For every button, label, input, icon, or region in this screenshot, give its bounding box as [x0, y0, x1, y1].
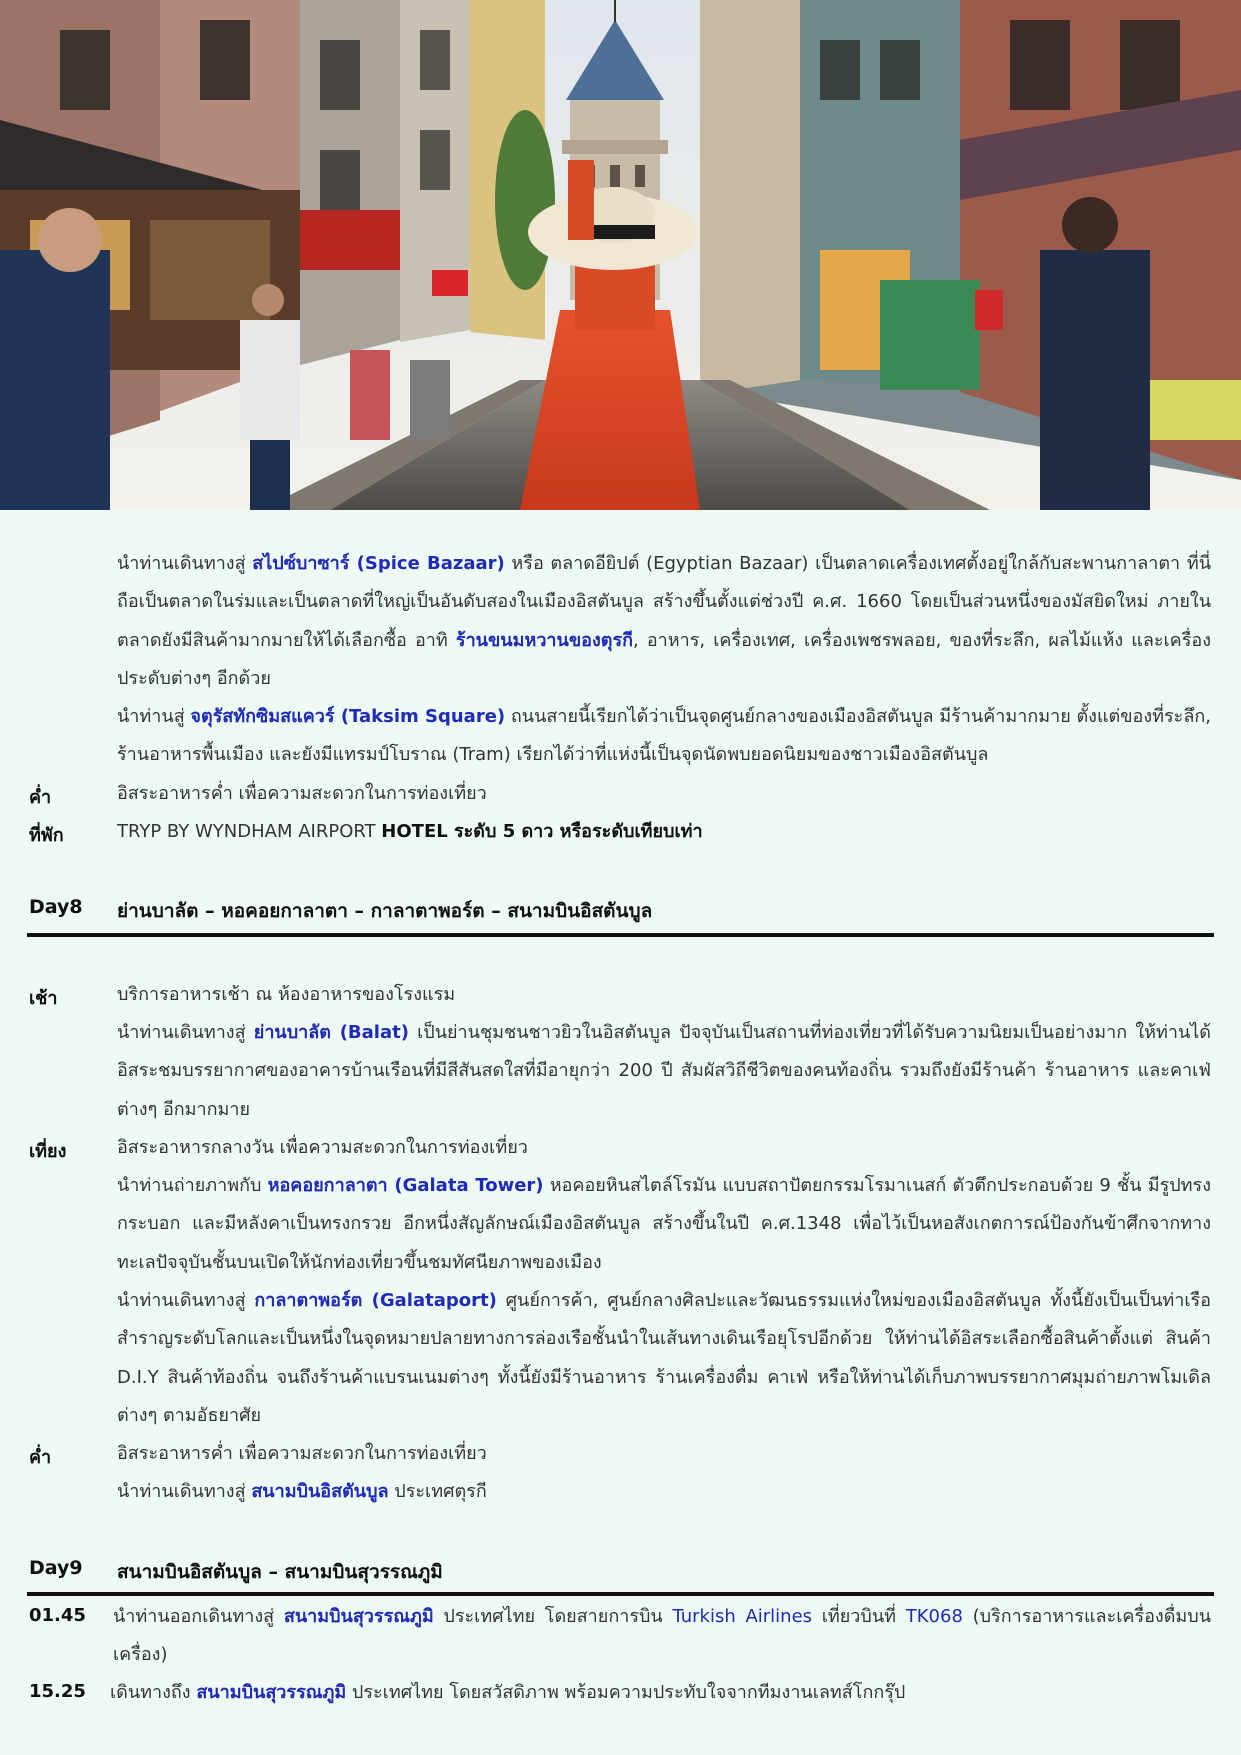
text-run: นำท่านเดินทางสู่: [117, 1022, 254, 1043]
street-photo-icon: [0, 0, 1241, 510]
text-run: นำท่านเดินทางสู่: [117, 1290, 255, 1311]
taksim-paragraph: [117, 698, 1211, 775]
istanbul-airport-name: สนามบินอิสตันบูล: [251, 1481, 389, 1502]
hotel-label: ที่พัก: [29, 825, 64, 846]
day8-title: ย่านบาลัต – หอคอยกาลาตา – กาลาตาพอร์ต – สนามบินอิสตันบูล: [117, 900, 653, 922]
dinner-label: ค่ำ: [29, 787, 52, 808]
day8-label: Day8: [29, 896, 83, 918]
flight-number: TK068: [905, 1606, 963, 1627]
dinner-text: อิสระอาหารค่ำ เพื่อความสะดวกในการท่องเที่ยว: [117, 1443, 487, 1464]
text-run: ประเทศตุรกี: [388, 1481, 487, 1502]
arrival-text: [110, 1674, 1211, 1712]
galata-tower-paragraph: [117, 1167, 1211, 1282]
breakfast-label: เช้า: [29, 988, 58, 1009]
day9-title: สนามบินอิสตันบูล – สนามบินสุวรรณภูมิ: [117, 1561, 443, 1583]
galata-tower-name: หอคอยกาลาตา (Galata Tower): [267, 1175, 544, 1196]
airport-transfer-text: [117, 1473, 1211, 1511]
text-run: ประเทศไทย โดยสวัสดิภาพ พร้อมความประทับใจจากทีมงานเลทส์โกกรุ๊ป: [346, 1682, 906, 1703]
dinner-text: อิสระอาหารค่ำ เพื่อความสะดวกในการท่องเที่ยว: [117, 783, 487, 804]
text-run: เป็นย่านชุมชนชาวยิวในอิสตันบูล ปัจจุบันเป็นสถานที่ท่องเที่ยวที่ได้รับความนิยมเป็นอย่างมาก ให้ท่านได้อิสระชมบรรยากาศของอาคารบ้านเรือนที่มีสีสันสดใสที่มีอายุกว่า 200 ปี สัมผัสวิถีชีวิตของคนท้องถิ่น รวมถึงยังมีร้านค้า ร้านอาหาร และคาเฟ่ต่างๆ อีกมากมาย: [117, 1022, 1211, 1120]
text-run: นำท่านถ่ายภาพกับ: [117, 1175, 268, 1196]
text-run: ศูนย์การค้า, ศูนย์กลางศิลปะและวัฒนธรรมแห่งใหม่ของเมืองอิสตันบูล ทั้งนี้ยังเป็นเป็นท่าเรือสำราญระดับโลกและเป็นหนึ่งในจุดหมายปลายทางการล่องเรือชั้นนำในเส้นทางเดินเรือยุโรปอีกด้วย ให้ท่านได้อิสระเลือกซื้อสินค้าตั้งแต่ สินค้า D.I.Y สินค้าท้องถิ่น จนถึงร้านค้าแบรนเนมต่างๆ ทั้งนี้ยังมีร้านอาหาร ร้านเครื่องดื่ม คาเฟ่ หรือให้ท่านได้เก็บภาพบรรยากาศมุมถ่ายภาพโมเดิลต่างๆ ตามอัธยาศัย: [117, 1290, 1211, 1426]
airline-name: Turkish Airlines: [672, 1606, 813, 1627]
galata-street-photo: [0, 0, 1241, 510]
day8-divider: [27, 933, 1214, 937]
breakfast-text: บริการอาหารเช้า ณ ห้องอาหารของโรงแรม: [117, 984, 456, 1005]
suvarnabhumi-airport-name: สนามบินสุวรรณภูมิ: [196, 1682, 347, 1703]
text-run: หรือ ตลาดอียิปต์ (Egyptian Bazaar) เป็นตลาดเครื่องเทศตั้งอยู่ใกล้กับสะพานกาลาตา ที่นี่ถือเป็นตลาดในร่มและเป็นตลาดที่ใหญ่เป็นอันดับสองในเมืองอิสตันบูล สร้างขึ้นตั้งแต่ช่วงปี ค.ศ. 1660 โดยเป็นส่วนหนึ่งของมัสยิดใหม่ ภายในตลาดยังมีสินค้ามากมายให้ได้เลือกซื้อ อาทิ: [117, 553, 1211, 651]
spice-bazaar-paragraph: [117, 545, 1211, 698]
turkish-sweets-shop: ร้านขนมหวานของตุรกี: [455, 629, 634, 651]
text-run: , อาหาร, เครื่องเทศ, เครื่องเพชรพลอย, ของที่ระลึก, ผลไม้แห้ง และเครื่องประดับต่างๆ อีกด้วย: [117, 629, 1211, 689]
text-run: นำท่านออกเดินทางสู่: [113, 1606, 284, 1627]
text-run: นำท่านเดินทางสู่: [117, 1481, 252, 1502]
text-run: เที่ยวบินที่: [812, 1606, 906, 1627]
day9-label: Day9: [29, 1557, 83, 1579]
departure-time: 01.45: [29, 1605, 86, 1626]
text-run: นำท่านเดินทางสู่: [117, 553, 253, 574]
lunch-text: อิสระอาหารกลางวัน เพื่อความสะดวกในการท่องเที่ยว: [117, 1137, 528, 1158]
galataport-paragraph: [117, 1282, 1211, 1435]
balat-name: ย่านบาลัต (Balat): [253, 1022, 409, 1043]
text-run: ประเทศไทย โดยสายการบิน: [433, 1606, 673, 1627]
lunch-label: เที่ยง: [29, 1141, 67, 1162]
text-run: นำท่านสู่: [117, 706, 191, 727]
galataport-name: กาลาตาพอร์ต (Galataport): [254, 1290, 497, 1311]
hotel-text: [117, 813, 1211, 851]
dinner-label: ค่ำ: [29, 1447, 52, 1468]
spice-bazaar-name: สไปซ์บาซาร์ (Spice Bazaar): [252, 553, 505, 574]
suvarnabhumi-airport-name: สนามบินสุวรรณภูมิ: [283, 1606, 434, 1627]
hotel-name: TRYP BY WYNDHAM AIRPORT: [117, 821, 382, 842]
text-run: ถนนสายนี้เรียกได้ว่าเป็นจุดศูนย์กลางของเมืองอิสตันบูล มีร้านค้ามากมาย ตั้งแต่ของที่ระลึก, ร้านอาหารพื้นเมือง และยังมีแทรมป์โบราณ (Tram) เรียกได้ว่าที่แห่งนี้เป็นจุดนัดพบยอดนิยมของชาวเมืองอิสตันบูล: [117, 706, 1211, 766]
day9-divider: [27, 1592, 1214, 1596]
hotel-rating: HOTEL ระดับ 5 ดาว หรือระดับเทียบเท่า: [381, 821, 703, 842]
text-run: (บริการอาหารและเครื่องดื่มบนเครื่อง): [113, 1606, 1211, 1666]
departure-text: [113, 1598, 1211, 1675]
text-run: หอคอยหินสไตล์โรมัน แบบสถาปัตยกรรมโรมาเนสก์ ตัวตึกประกอบด้วย 9 ชั้น มีรูปทรงกระบอก และมีหลังคาเป็นทรงกรวย อีกหนึ่งสัญลักษณ์เมืองอิสตันบูล สร้างขึ้นในปี ค.ศ.1348 เพื่อไว้เป็นหอสังเกตการณ์ป้องกันข้าศึกจากทางทะเลปัจจุบันชั้นบนเปิดให้นักท่องเที่ยวขึ้นชมทัศนียภาพของเมือง: [117, 1175, 1211, 1273]
taksim-square-name: จตุรัสทักซิมสแควร์ (Taksim Square): [190, 706, 506, 727]
balat-paragraph: [117, 1014, 1211, 1129]
text-run: เดินทางถึง: [110, 1682, 197, 1703]
arrival-time: 15.25: [29, 1681, 86, 1702]
